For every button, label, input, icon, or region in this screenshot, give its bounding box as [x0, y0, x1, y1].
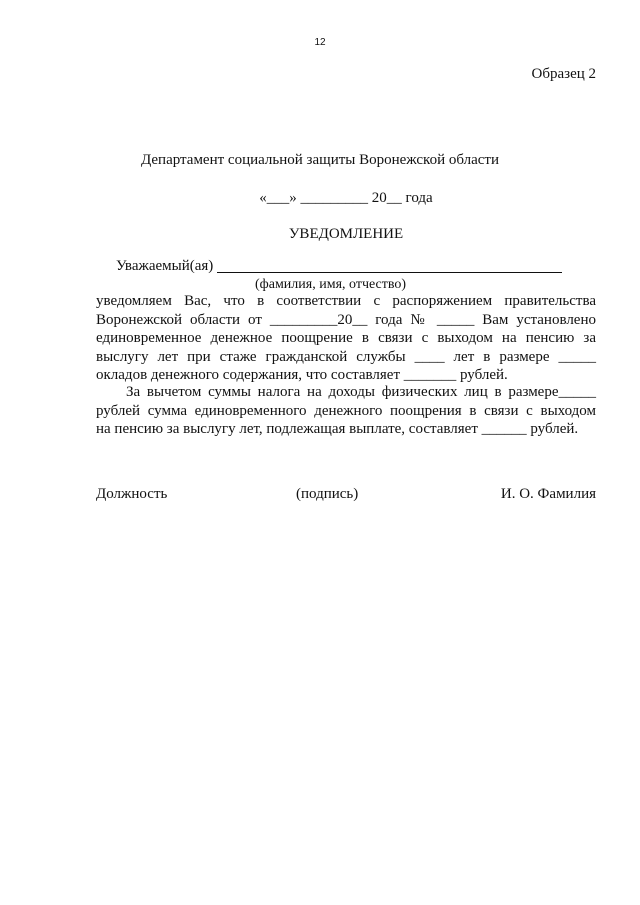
sample-label: Образец 2	[531, 66, 596, 82]
paragraph-line: рублей сумма единовременного денежного поощрения в связи с выходом	[96, 402, 596, 419]
paragraph-line: на пенсию за выслугу лет, подлежащая выплате, составляет ______ рублей.	[96, 421, 579, 437]
payment-paragraph	[96, 383, 596, 439]
signature-position: Должность	[96, 486, 168, 502]
signature-placeholder: (подпись)	[296, 486, 359, 502]
page-number: 12	[314, 37, 326, 48]
greeting: Уважаемый(ая)	[116, 258, 214, 274]
fio-caption: (фамилия, имя, отчество)	[255, 277, 407, 292]
paragraph-line: выслугу лет при стаже гражданской службы ____ лет в размере _____	[96, 348, 596, 365]
paragraph-line: единовременное денежное поощрение в связи с выходом на пенсию за	[96, 330, 596, 346]
paragraph-line: Воронежской области от _________20__ года № _____ Вам установлено	[96, 311, 596, 328]
recipient-name-line	[217, 272, 562, 273]
date-line: «___» _________ 20__ года	[259, 190, 433, 206]
paragraph-line: уведомляем Вас, что в соответствии с распоряжением правительства	[96, 293, 596, 309]
document-title: УВЕДОМЛЕНИЕ	[288, 226, 404, 242]
paragraph-line: За вычетом суммы налога на доходы физических лиц в размере_____	[126, 384, 596, 400]
paragraph-line: окладов денежного содержания, что составляет _______ рублей.	[96, 367, 508, 383]
notification-paragraph	[96, 292, 596, 385]
signature-name: И. О. Фамилия	[500, 486, 596, 502]
department-heading: Департамент социальной защиты Воронежской области	[140, 152, 499, 168]
